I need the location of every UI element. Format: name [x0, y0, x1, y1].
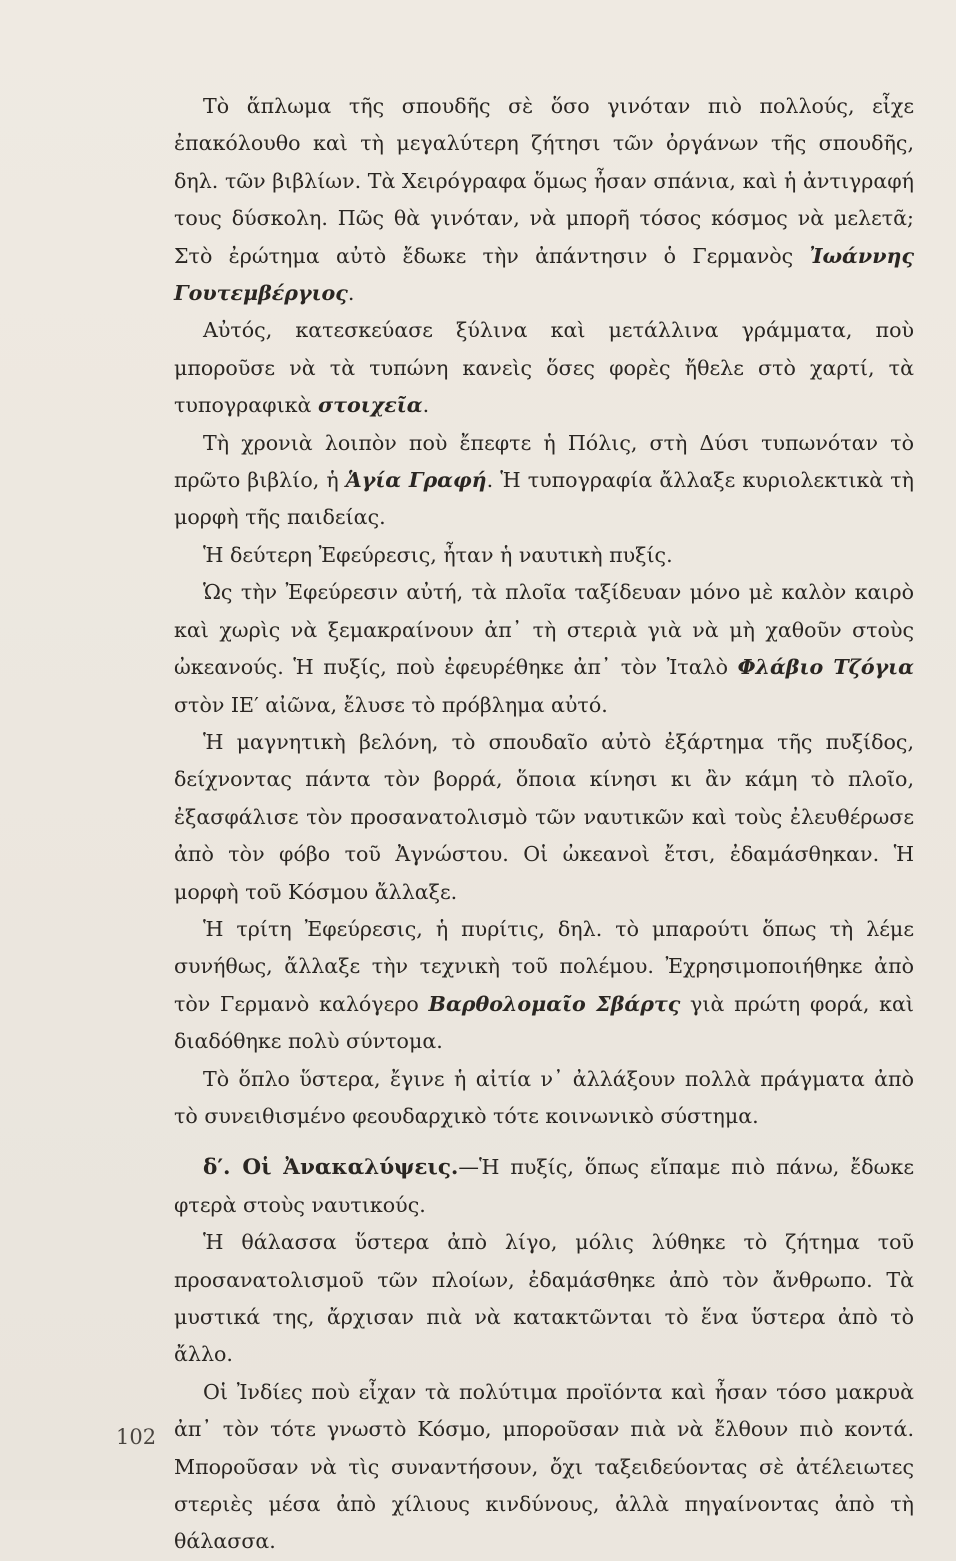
text-run: στὸν ΙΕ′ αἰῶνα, ἔλυσε τὸ πρόβλημα αὐτό.	[174, 692, 608, 717]
paragraph	[174, 911, 914, 1061]
text-run: Ἡ δεύτερη Ἐφεύρεσις, ἦταν ἡ ναυτικὴ πυξίς.	[203, 542, 673, 567]
emphasized-name: Ἁγία Γραφή	[345, 468, 487, 493]
paragraph	[174, 425, 914, 537]
text-run: γιὰ πρώτη φορά, καὶ διαδόθηκε πολὺ σύντομα.	[174, 991, 914, 1054]
paragraph	[174, 724, 914, 911]
text-run: Ἡ θάλασσα ὕστερα ἀπὸ λίγο, μόλις λύθηκε τὸ ζήτημα τοῦ προσανατολισμοῦ τῶν πλοίων, ἐδαμάσθηκε ἀπὸ τὸν ἄνθρωπο. Τὰ μυστικά της, ἄρχισαν πιὰ νὰ κατακτῶνται τὸ ἕνα ὕστερα ἀπὸ τὸ ἄλλο.	[174, 1230, 914, 1367]
emphasized-name: Βαρθολομαῖο Σβάρτς	[428, 991, 681, 1016]
paragraph	[174, 88, 914, 312]
text-run: Ἡ μαγνητικὴ βελόνη, τὸ σπουδαῖο αὐτὸ ἐξάρτημα τῆς πυξίδος, δείχνοντας πάντα τὸν βορρά, ὅποια κίνησι κι ἂν κάμη τὸ πλοῖο, ἐξασφάλισε τὸν προσανατολισμὸ τῶν ναυτικῶν καὶ τοὺς ἐλευθέρωσε ἀπὸ τὸν φόβο τοῦ Ἀγνώστου. Οἱ ὠκεανοὶ ἔτσι, ἐδαμάσθηκαν. Ἡ μορφὴ τοῦ Κόσμου ἄλλαξε.	[174, 729, 914, 904]
emphasized-name: στοιχεῖα	[318, 393, 423, 418]
text-run: Τὴ χρονιὰ λοιπὸν ποὺ ἔπεφτε ἡ Πόλις, στὴ Δύσι τυπωνόταν τὸ πρῶτο βιβλίο, ἡ	[174, 430, 914, 493]
text-run: Αὐτός, κατεσκεύασε ξύλινα καὶ μετάλλινα γράμματα, ποὺ μποροῦσε νὰ τὰ τυπώνη κανεὶς ὅσες φορὲς ἤθελε στὸ χαρτί, τὰ τυπογραφικὰ	[174, 318, 914, 418]
text-run: .	[422, 393, 430, 418]
emphasized-name: Ἰωάννης Γουτεμβέργιος	[174, 243, 914, 306]
text-run: Τὸ ἅπλωμα τῆς σπουδῆς σὲ ὅσο γινόταν πιὸ πολλούς, εἶχε ἐπακόλουθο καὶ τὴ μεγαλύτερη ζήτησι τῶν ὀργάνων τῆς σπουδῆς, δηλ. τῶν βιβλίων. Τὰ Χειρόγραφα ὅμως ἦσαν σπάνια, καὶ ἡ ἀντιγραφή τους δύσκολη. Πῶς θὰ γινόταν, νὰ μπορῆ τόσος κόσμος νὰ μελετᾶ; Στὸ ἐρώτημα αὐτὸ ἔδωκε τὴν ἀπάντησιν ὁ Γερμανὸς	[174, 94, 914, 268]
text-run: .	[347, 281, 355, 306]
paragraph	[174, 1061, 914, 1136]
text-run: Οἱ Ἰνδίες ποὺ εἶχαν τὰ πολύτιμα προϊόντα καὶ ἦσαν τόσο μακρυὰ ἀπ᾿ τὸν τότε γνωστὸ Κόσμο, μποροῦσαν πιὰ νὰ ἔλθουν πιὸ κοντά. Μποροῦσαν νὰ τὶς συναντήσουν, ὄχι ταξειδεύοντας σὲ ἀτέλειωτες στεριὲς μέσα ἀπὸ χίλιους κινδύνους, ἀλλὰ πηγαίνοντας ἀπὸ τὴ θάλασσα.	[174, 1379, 914, 1554]
paragraph	[174, 1224, 914, 1374]
text-run: Ἡ τρίτη Ἐφεύρεσις, ἡ πυρίτις, δηλ. τὸ μπαρούτι ὅπως τὴ λέμε συνήθως, ἄλλαξε τὴν τεχνικὴ τοῦ πολέμου. Ἐχρησιμοποιήθηκε ἀπὸ τὸν Γερμανὸ καλόγερο	[174, 916, 914, 1016]
paragraph	[174, 312, 914, 424]
section-heading: δ′. Οἱ Ἀνακαλύψεις.	[203, 1155, 459, 1181]
text-run: Τὸ ὅπλο ὕστερα, ἔγινε ἡ αἰτία ν᾿ ἀλλάξουν πολλὰ πράγματα ἀπὸ τὸ συνειθισμένο φεουδαρχικὸ τότε κοινωνικὸ σύστημα.	[174, 1066, 914, 1128]
paragraph	[174, 537, 914, 574]
emphasized-name: Φλάβιο Τζόγια	[737, 655, 914, 680]
text-run: Ὡς τὴν Ἐφεύρεσιν αὐτή, τὰ πλοῖα ταξίδευαν μόνο μὲ καλὸν καιρὸ καὶ χωρὶς νὰ ξεμακραίνουν ἀπ᾿ τὴ στεριὰ γιὰ νὰ μὴ χαθοῦν στοὺς ὠκεανούς. Ἡ πυξίς, ποὺ ἐφευρέθηκε ἀπ᾿ τὸν Ἰταλὸ	[174, 580, 914, 680]
page-number: 102	[116, 1425, 157, 1449]
body-text	[174, 88, 914, 1561]
paragraph	[174, 1374, 914, 1561]
text-run: —Ἡ πυξίς, ὅπως εἴπαμε πιὸ πάνω, ἔδωκε φτερὰ στοὺς ναυτικούς.	[174, 1155, 914, 1217]
paragraph	[174, 574, 914, 724]
text-run: . Ἡ τυπογραφία ἄλλαξε κυριολεκτικὰ τὴ μορφὴ τῆς παιδείας.	[174, 468, 914, 530]
section-heading-paragraph	[174, 1149, 914, 1224]
